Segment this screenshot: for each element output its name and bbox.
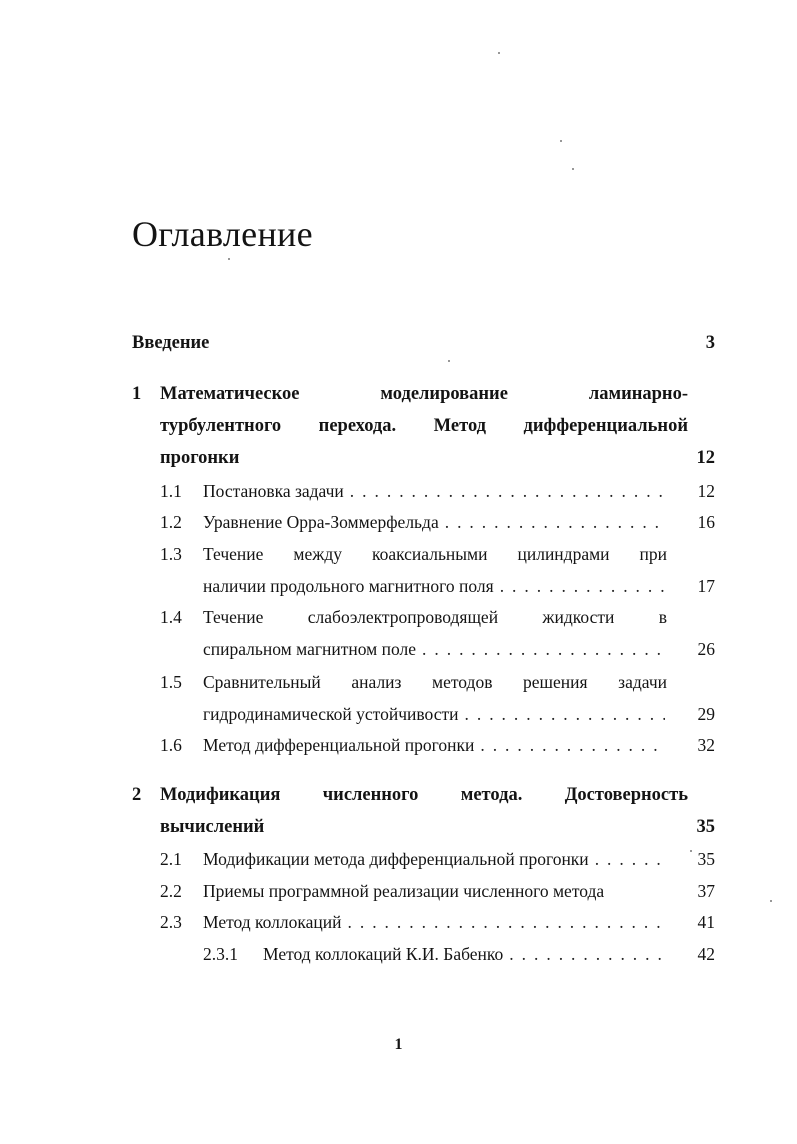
toc-chapter-title-line: вычислений bbox=[160, 817, 265, 837]
toc-subsection-page: 42 bbox=[697, 944, 715, 964]
toc-section-title: Приемы программной реализации численного метода bbox=[203, 881, 605, 901]
toc-section-number: 1.1 bbox=[160, 481, 182, 501]
toc-leader-dots bbox=[350, 481, 665, 502]
toc-section-page: 29 bbox=[697, 704, 715, 724]
toc-section-title: Уравнение Орра-Зоммерфельда bbox=[203, 512, 439, 532]
toc-chapter-title-line: турбулентного перехода. Метод дифференциальной bbox=[160, 416, 688, 436]
scan-speck bbox=[448, 360, 450, 362]
toc-section-title-line: наличии продольного магнитного поля bbox=[203, 576, 494, 596]
toc-section-number: 1.6 bbox=[160, 735, 182, 755]
toc-section-page: 41 bbox=[697, 912, 715, 932]
toc-section-number: 1.5 bbox=[160, 672, 182, 692]
toc-section-number: 2.3 bbox=[160, 912, 182, 932]
toc-section-page: 17 bbox=[697, 576, 715, 596]
toc-section-title: Постановка задачи bbox=[203, 481, 344, 501]
toc-section-entry bbox=[203, 735, 671, 756]
toc-leader-dots bbox=[445, 512, 665, 533]
toc-section-entry bbox=[203, 912, 671, 933]
toc-section-title-line: Течение между коаксиальными цилиндрами при bbox=[203, 544, 667, 564]
scan-speck bbox=[560, 140, 562, 142]
toc-intro-label: Введение bbox=[132, 333, 210, 353]
scan-speck bbox=[228, 258, 230, 260]
toc-section-entry bbox=[203, 481, 671, 502]
scan-speck bbox=[572, 168, 574, 170]
toc-chapter-title-line: Модификация численного метода. Достоверность bbox=[160, 785, 688, 805]
toc-section-number: 2.1 bbox=[160, 849, 182, 869]
toc-section-page: 26 bbox=[697, 639, 715, 659]
toc-leader-dots bbox=[348, 912, 666, 933]
toc-section-number: 2.2 bbox=[160, 881, 182, 901]
scan-speck bbox=[770, 900, 772, 902]
toc-section-page: 12 bbox=[697, 481, 715, 501]
toc-chapter-title-line: Математическое моделирование ламинарно- bbox=[160, 384, 688, 404]
toc-chapter-page: 12 bbox=[696, 448, 715, 468]
toc-subsection-title: Метод коллокаций К.И. Бабенко bbox=[263, 944, 504, 964]
toc-section-page: 35 bbox=[697, 849, 715, 869]
toc-subsection-entry bbox=[263, 944, 671, 965]
toc-section-entry bbox=[203, 849, 671, 870]
toc-leader-dots bbox=[480, 735, 665, 756]
page-title: Оглавление bbox=[132, 214, 313, 254]
toc-chapter-number: 1 bbox=[132, 384, 142, 404]
toc-section-title: Метод коллокаций bbox=[203, 912, 342, 932]
toc-section-entry bbox=[203, 704, 671, 725]
page-number: 1 bbox=[394, 1036, 403, 1053]
toc-section-number: 1.4 bbox=[160, 607, 182, 627]
toc-section-title: Метод дифференциальной прогонки bbox=[203, 735, 475, 755]
toc-section-title-line: гидродинамической устойчивости bbox=[203, 704, 459, 724]
toc-section-title-line: Сравнительный анализ методов решения задачи bbox=[203, 672, 667, 692]
toc-leader-dots bbox=[509, 944, 665, 965]
scan-speck bbox=[690, 850, 692, 852]
toc-section-entry bbox=[203, 512, 671, 533]
toc-leader-dots bbox=[595, 849, 665, 870]
toc-section-entry bbox=[203, 639, 671, 660]
toc-subsection-number: 2.3.1 bbox=[203, 944, 238, 964]
toc-leader-dots bbox=[500, 576, 665, 597]
toc-section-entry bbox=[203, 576, 671, 597]
toc-section-title: Модификации метода дифференциальной прогонки bbox=[203, 849, 589, 869]
toc-chapter-number: 2 bbox=[132, 785, 142, 805]
toc-section-page: 16 bbox=[697, 512, 715, 532]
toc-section-number: 1.3 bbox=[160, 544, 182, 564]
toc-section-title-line: Течение слабоэлектропроводящей жидкости в bbox=[203, 607, 667, 627]
toc-section-number: 1.2 bbox=[160, 512, 182, 532]
toc-leader-dots bbox=[465, 704, 666, 725]
toc-section-page: 32 bbox=[697, 735, 715, 755]
toc-chapter-title-line: прогонки bbox=[160, 448, 240, 468]
toc-chapter-page: 35 bbox=[696, 817, 715, 837]
toc-intro-page: 3 bbox=[705, 333, 715, 353]
toc-section-page: 37 bbox=[697, 881, 715, 901]
scan-speck bbox=[498, 52, 500, 54]
toc-leader-dots bbox=[422, 639, 665, 660]
toc-section-title-line: спиральном магнитном поле bbox=[203, 639, 417, 659]
